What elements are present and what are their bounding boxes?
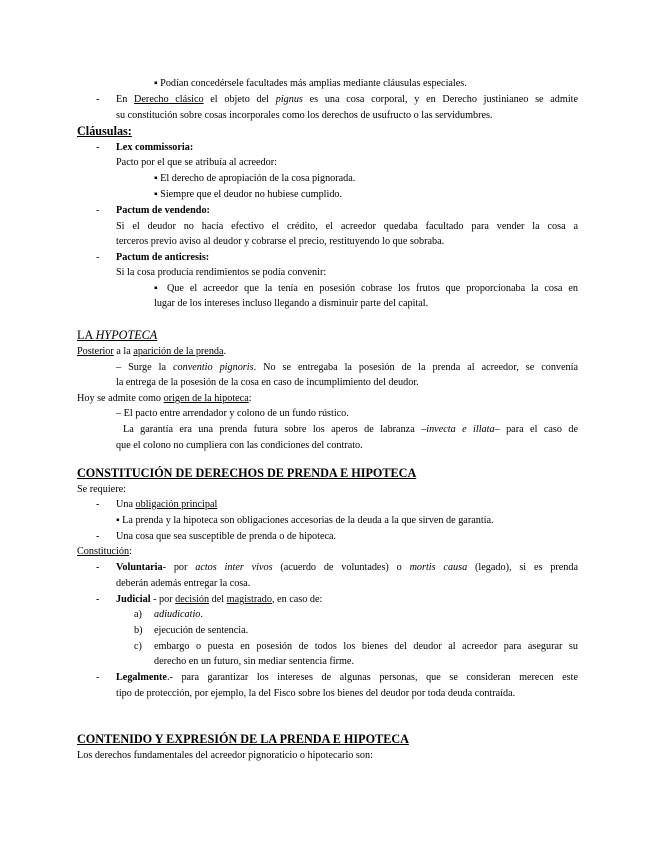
dash-marker: - xyxy=(96,94,100,105)
pacto-line: – El pacto entre arrendador y colono de un fundo rústico. xyxy=(116,408,349,419)
hoy-line: Hoy se admite como origen de la hipoteca: xyxy=(77,393,252,404)
obligacion-line: Una obligación principal xyxy=(116,499,218,510)
posterior-line: Posterior a la aparición de la prenda. xyxy=(77,346,227,357)
dash-marker: - xyxy=(96,594,100,605)
pactum-vendendo-title: Pactum de vendendo: xyxy=(116,205,210,216)
pactum-anticresis-title: Pactum de anticresis: xyxy=(116,252,210,263)
constitucion-label: Constitución: xyxy=(77,546,132,557)
contenido-heading: CONTENIDO Y EXPRESIÓN DE LA PRENDA E HIPOTECA xyxy=(77,732,409,746)
anticresis-bullet-cont: lugar de los intereses incluso llegando a disminuir parte del capital. xyxy=(154,298,429,309)
voluntaria-line-2: deberán además entregar la cosa. xyxy=(116,578,251,589)
vendendo-line-2: terceros previo aviso al deudor y cobrarse el precio, restituyendo lo que sobraba. xyxy=(116,236,445,247)
dash-marker: - xyxy=(96,562,100,573)
lex-bullet-2: ▪ Siempre que el deudor no hubiese cumplido. xyxy=(154,189,343,200)
bullet-facultades: ▪ Podían concedérsele facultades más amplias mediante cláusulas especiales. xyxy=(154,78,467,89)
clasico-line: En Derecho clásico el objeto del pignus es una cosa corporal, y en Derecho justinianeo se admite xyxy=(116,94,578,105)
lex-commissoria-text: Pacto por el que se atribuía al acreedor: xyxy=(116,157,277,168)
dash-marker: - xyxy=(96,252,100,263)
legalmente-line-2: tipo de protección, por ejemplo, la del Fisco sobre los bienes del deudor por toda deuda contraída. xyxy=(116,688,516,699)
embargo-item: embargo o puesta en posesión de todos los bienes del deudor al acreedor para asegurar su xyxy=(154,641,578,652)
constitucion-heading: CONSTITUCIÓN DE DERECHOS DE PRENDA E HIPOTECA xyxy=(77,466,417,480)
obligacion-bullet: ▪ La prenda y la hipoteca son obligaciones accesorias de la deuda a la que sirven de garantía. xyxy=(116,515,494,526)
dash-marker: - xyxy=(96,672,100,683)
judicial-line: Judicial - por decisión del magistrado, en caso de: xyxy=(116,594,323,605)
ejecucion-item: ejecución de sentencia. xyxy=(154,625,249,636)
se-requiere: Se requiere: xyxy=(77,484,126,495)
garantia-line-2: que el colono no cumpliera con las condiciones del contrato. xyxy=(116,440,363,451)
dash-marker: - xyxy=(96,142,100,153)
dash-marker: - xyxy=(96,531,100,542)
voluntaria-line: Voluntaria- por actos inter vivos (acuerdo de voluntades) o mortis causa (legado), si es prenda xyxy=(116,562,578,573)
dash-marker: - xyxy=(96,499,100,510)
legalmente-line: Legalmente.- para garantizar los intereses de algunas personas, que se consideran merecen este xyxy=(116,672,578,683)
adiudicatio-item: adiudicatio. xyxy=(154,609,203,620)
item-label-b: b) xyxy=(134,625,143,636)
surge-line-2: la entrega de la posesión de la cosa en caso de incumplimiento del deudor. xyxy=(116,377,419,388)
hipoteca-heading: LA HYPOTECA xyxy=(77,328,158,342)
lex-bullet-1: ▪ El derecho de apropiación de la cosa pignorada. xyxy=(154,173,356,184)
lex-commissoria-title: Lex commissoria: xyxy=(116,142,194,153)
surge-line: – Surge la conventio pignoris. No se entregaba la posesión de la prenda al acreedor, se convenía xyxy=(116,362,578,373)
garantia-line: La garantía era una prenda futura sobre los aperos de labranza –invecta e illata– para el caso de xyxy=(123,424,578,435)
clasico-line-2: su constitución sobre cosas incorporales como los derechos de usufructo o las servidumbres. xyxy=(116,110,493,121)
clausulas-heading: Cláusulas: xyxy=(77,124,132,138)
contenido-text: Los derechos fundamentales del acreedor pignoraticio o hipotecario son: xyxy=(77,750,373,761)
anticresis-text: Si la cosa producía rendimientos se podía convenir: xyxy=(116,267,327,278)
item-label-c: c) xyxy=(134,641,142,652)
anticresis-bullet: ▪ Que el acreedor que la tenía en posesión cobrase los frutos que proporcionaba la cosa en xyxy=(154,283,578,294)
vendendo-line-1: Si el deudor no hacía efectivo el crédito, el acreedor quedaba facultado para vender la cosa a xyxy=(116,221,578,232)
embargo-item-cont: derecho en un futuro, sin mediar sentencia firme. xyxy=(154,656,354,667)
item-label-a: a) xyxy=(134,609,142,620)
dash-marker: - xyxy=(96,205,100,216)
cosa-line: Una cosa que sea susceptible de prenda o de hipoteca. xyxy=(116,531,337,542)
